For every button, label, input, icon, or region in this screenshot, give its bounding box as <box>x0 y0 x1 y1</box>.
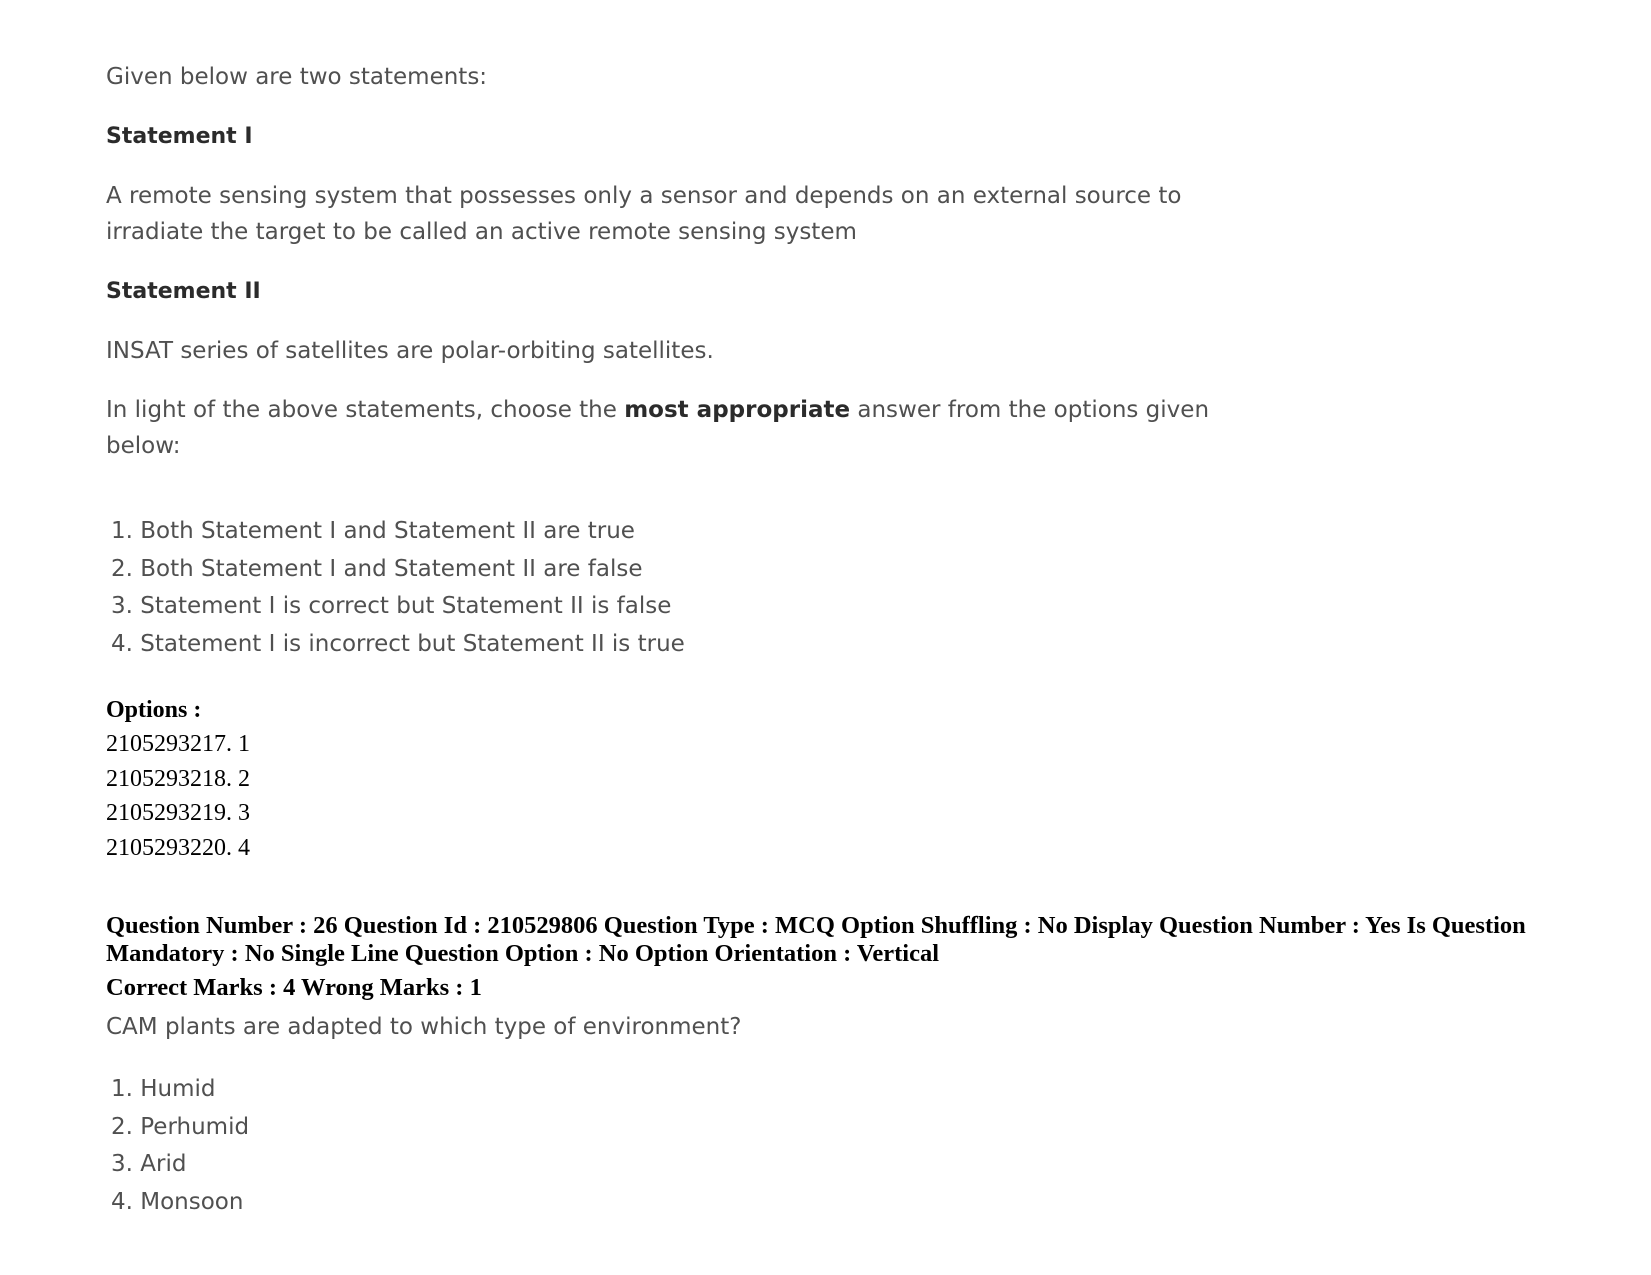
statement-1-line-2: irradiate the target to be called an active remote sensing system <box>106 219 857 245</box>
statement-1-line-1: A remote sensing system that possesses only a sensor and depends on an external source to <box>106 183 1182 209</box>
q26-choice-3: 3. Arid <box>111 1151 187 1178</box>
question-intro: Given below are two statements: <box>106 64 488 90</box>
q26-question-text: CAM plants are adapted to which type of environment? <box>106 1014 742 1040</box>
statement-1-heading: Statement I <box>106 124 253 149</box>
instruction-line-1 <box>106 392 1209 429</box>
options-label: Options : <box>106 697 202 723</box>
q26-meta-line-1: Question Number : 26 Question Id : 210529806 Question Type : MCQ Option Shuffling : No Display Question Number : Yes Is Question <box>106 912 1526 939</box>
instruction-pre: In light of the above statements, choose the <box>106 397 625 423</box>
q26-choice-2: 2. Perhumid <box>111 1113 250 1140</box>
q25-choice-1: 1. Both Statement I and Statement II are true <box>111 518 635 544</box>
instruction-post: answer from the options given <box>850 397 1210 423</box>
q26-choice-list <box>111 1071 249 1222</box>
option-id-3: 2105293219. 3 <box>106 800 250 826</box>
q25-choice-3: 3. Statement I is correct but Statement II is false <box>111 593 672 620</box>
instruction-bold: most appropriate <box>624 397 851 423</box>
q26-marks: Correct Marks : 4 Wrong Marks : 1 <box>106 974 482 1001</box>
q25-choice-2: 2. Both Statement I and Statement II are false <box>111 555 643 582</box>
statement-2-heading: Statement II <box>106 279 261 304</box>
statement-2-text: INSAT series of satellites are polar-orbiting satellites. <box>106 338 714 364</box>
q26-meta-line-2: Mandatory : No Single Line Question Option : No Option Orientation : Vertical <box>106 940 940 967</box>
instruction-line-2: below: <box>106 433 181 459</box>
option-id-2: 2105293218. 2 <box>106 766 250 792</box>
q26-choice-1: 1. Humid <box>111 1076 216 1102</box>
q26-choice-4: 4. Monsoon <box>111 1189 244 1216</box>
option-id-4: 2105293220. 4 <box>106 835 250 861</box>
q25-choice-list <box>111 513 685 664</box>
option-id-1: 2105293217. 1 <box>106 731 250 757</box>
q25-choice-4: 4. Statement I is incorrect but Statement II is true <box>111 631 685 658</box>
